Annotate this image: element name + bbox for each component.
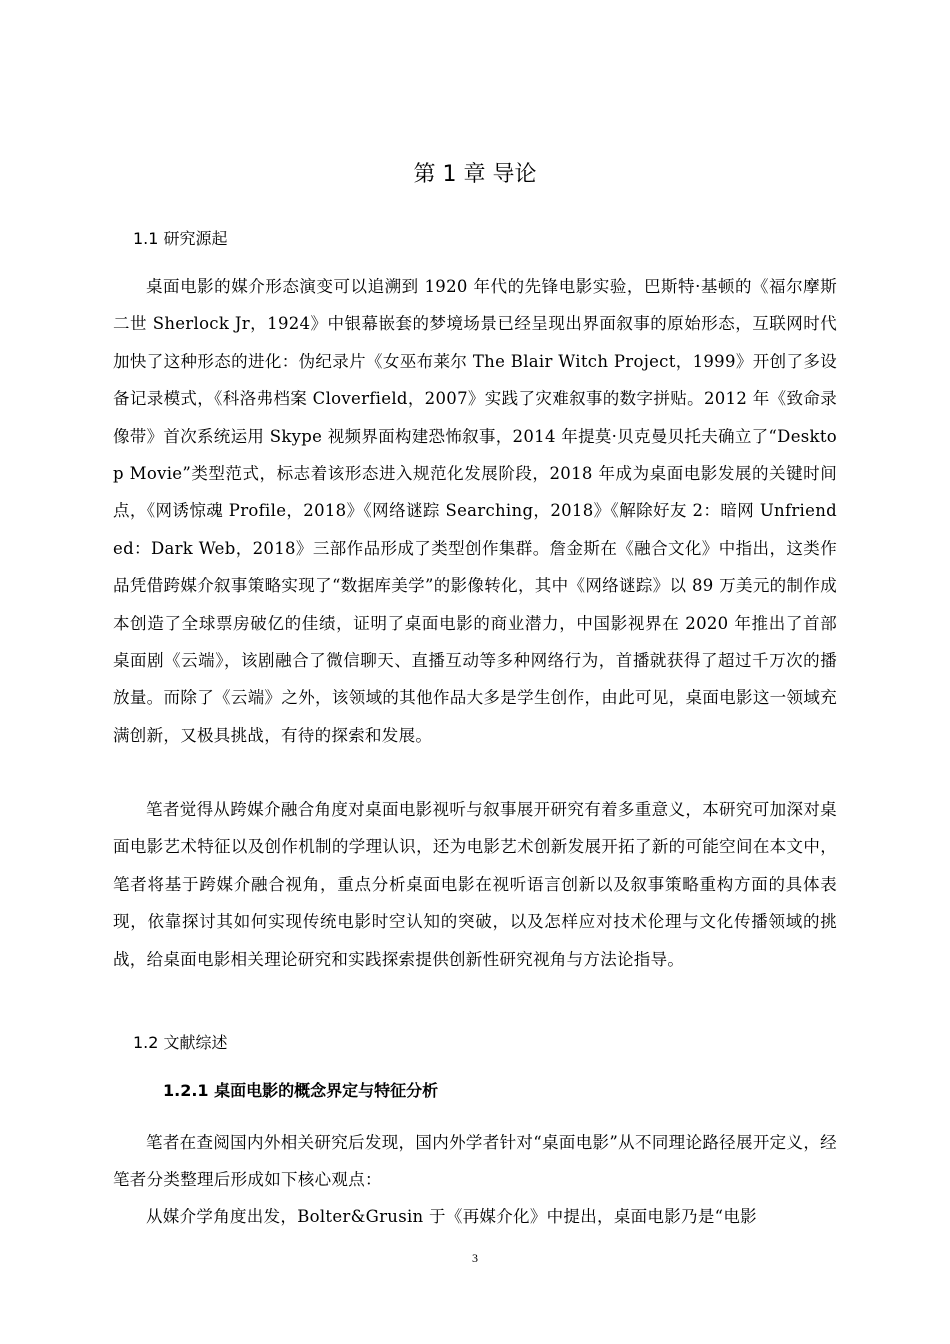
paragraph-literature-1: 笔者在查阅国内外相关研究后发现，国内外学者针对“桌面电影”从不同理论路径展开定义，经笔者分类整理后形成如下核心观点：: [113, 1133, 837, 1190]
section-heading-1-1: 1.1 研究源起: [133, 229, 228, 248]
page-number: 3: [472, 1251, 478, 1265]
section-heading-1-2: 1.2 文献综述: [133, 1033, 228, 1052]
paragraph-research-origin-1: 桌面电影的媒介形态演变可以追溯到 1920 年代的先锋电影实验，巴斯特·基顿的《福尔摩斯二世 Sherlock Jr，1924》中银幕嵌套的梦境场景已经呈现出界面叙事的原始形态，互联网时代加快了这种形态的进化：伪纪录片《女巫布莱尔 The Blair Witch Project，1999》开创了多设备记录模式，《科洛弗档案 Cloverfield，2007》实践了灾难叙事的数字拼贴。2012 年《致命录像带》首次系统运用 Skype 视频界面构建恐怖叙事，2014 年提莫·贝克曼贝托夫确立了“Desktop Movie”类型范式，标志着该形态进入规范化发展阶段，2018 年成为桌面电影发展的关键时间点，《网诱惊魂 Profile，2018》《网络谜踪 Searching，2018》《解除好友 2：暗网 Unfriended：Dark Web，2018》三部作品形成了类型创作集群。詹金斯在《融合文化》中指出，这类作品凭借跨媒介叙事策略实现了“数据库美学”的影像转化，其中《网络谜踪》以 89 万美元的制作成本创造了全球票房破亿的佳绩，证明了桌面电影的商业潜力，中国影视界在 2020 年推出了首部桌面剧《云端》，该剧融合了微信聊天、直播互动等多种网络行为，首播就获得了超过千万次的播放量。而除了《云端》之外，该领域的其他作品大多是学生创作，由此可见，桌面电影这一领域充满创新，又极具挑战，有待的探索和发展。: [113, 277, 837, 745]
subsection-heading-1-2-1: 1.2.1 桌面电影的概念界定与特征分析: [163, 1081, 439, 1100]
paragraph-literature-2: 从媒介学角度出发，Bolter&Grusin 于《再媒介化》中提出，桌面电影乃是“电影: [146, 1207, 757, 1226]
chapter-title: 第 1 章 导论: [413, 162, 537, 187]
paragraph-research-origin-2: 笔者觉得从跨媒介融合角度对桌面电影视听与叙事展开研究有着多重意义，本研究可加深对桌面电影艺术特征以及创作机制的学理认识，还为电影艺术创新发展开拓了新的可能空间在本文中，笔者将基于跨媒介融合视角，重点分析桌面电影在视听语言创新以及叙事策略重构方面的具体表现，依靠探讨其如何实现传统电影时空认知的突破，以及怎样应对技术伦理与文化传播领域的挑战，给桌面电影相关理论研究和实践探索提供创新性研究视角与方法论指导。: [113, 800, 837, 969]
